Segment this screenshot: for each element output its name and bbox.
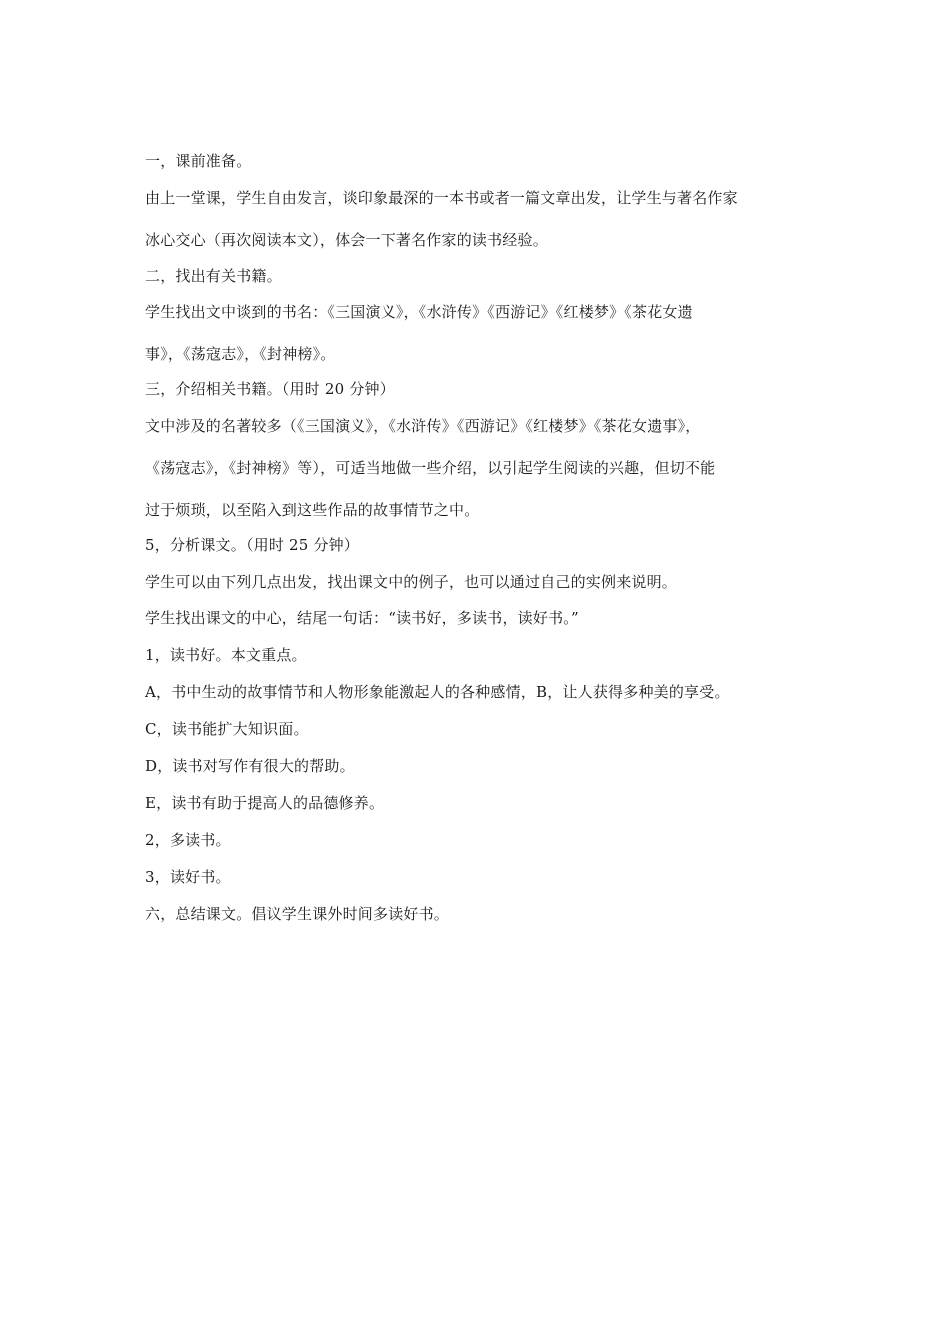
paragraph-line: 学生找出课文的中心，结尾一句话：“读书好，多读书，读好书。”: [145, 609, 579, 627]
list-item: 2，多读书。: [145, 831, 231, 849]
paragraph-line: 《荡寇志》，《封神榜》等），可适当地做一些介绍，以引起学生阅读的兴趣，但切不能: [145, 459, 716, 477]
paragraph-line: 由上一堂课，学生自由发言，谈印象最深的一本书或者一篇文章出发，让学生与著名作家: [145, 189, 738, 207]
list-item: 1，读书好。本文重点。: [145, 646, 307, 664]
paragraph-line: 冰心交心（再次阅读本文），体会一下著名作家的读书经验。: [145, 231, 548, 249]
paragraph-line: 过于烦琐，以至陷入到这些作品的故事情节之中。: [145, 501, 480, 519]
section-heading-analyze-text: 5，分析课文。（用时 25 分钟）: [145, 536, 360, 554]
section-heading-preparation: 一，课前准备。: [145, 152, 252, 170]
list-item: A，书中生动的故事情节和人物形象能激起人的各种感情，B，让人获得多种美的享受。: [145, 683, 730, 701]
list-item: 3，读好书。: [145, 868, 231, 886]
list-item: C，读书能扩大知识面。: [145, 720, 309, 738]
paragraph-line: 学生找出文中谈到的书名：《三国演义》，《水浒传》《西游记》《红楼梦》《茶花女遗: [145, 303, 693, 321]
section-heading-introduce-books: 三，介绍相关书籍。（用时 20 分钟）: [145, 380, 395, 398]
section-heading-find-books: 二，找出有关书籍。: [145, 267, 282, 285]
paragraph-line: 学生可以由下列几点出发，找出课文中的例子，也可以通过自己的实例来说明。: [145, 573, 678, 591]
list-item: E，读书有助于提高人的品德修养。: [145, 794, 385, 812]
list-item: D，读书对写作有很大的帮助。: [145, 757, 355, 775]
paragraph-line: 事》，《荡寇志》，《封神榜》。: [145, 345, 336, 363]
paragraph-line: 文中涉及的名著较多（《三国演义》，《水浒传》《西游记》《红楼梦》《茶花女遗事》，: [145, 417, 701, 435]
section-heading-summary: 六，总结课文。倡议学生课外时间多读好书。: [145, 905, 450, 923]
